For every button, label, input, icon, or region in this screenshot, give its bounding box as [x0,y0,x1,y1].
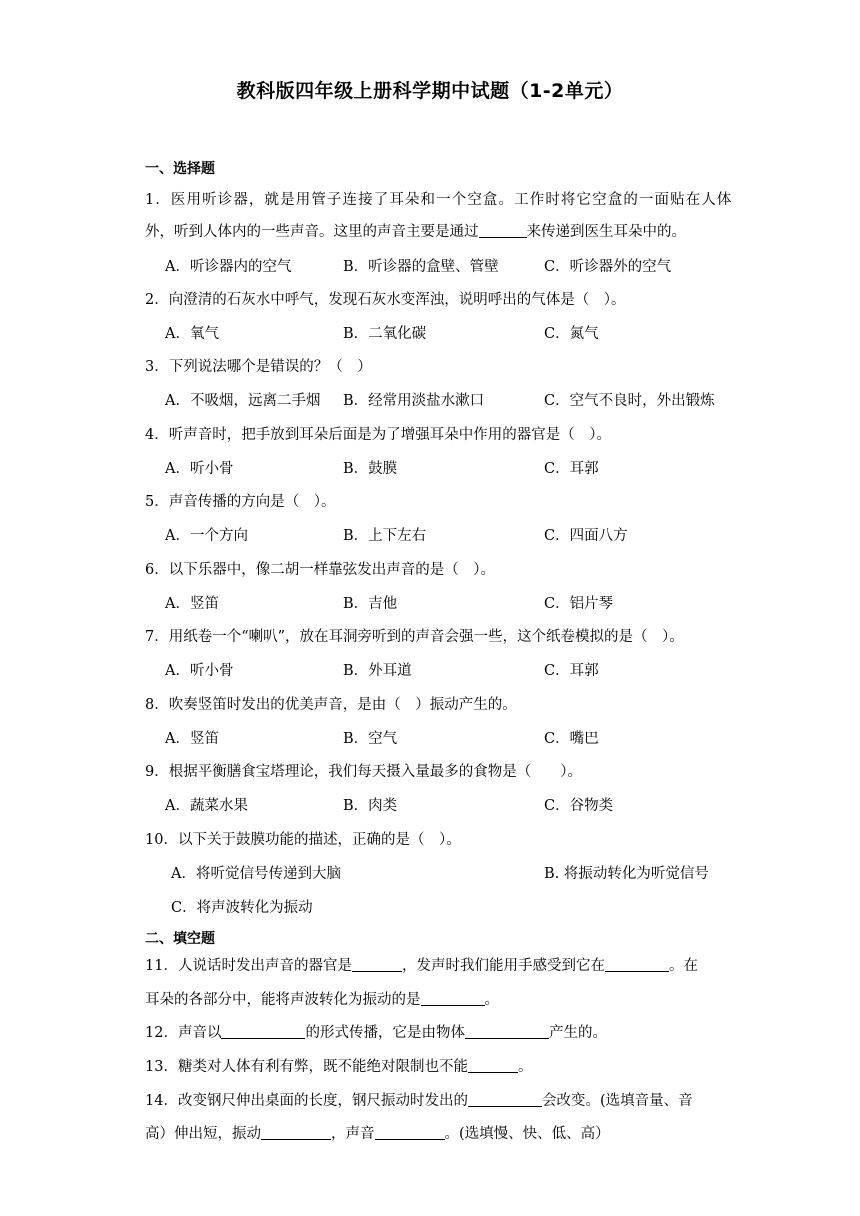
question-1-stem-line-1: 1．医用听诊器，就是用管子连接了耳朵和一个空盒。工作时将它空盒的一面贴在人体 [145,192,733,208]
answer-blank[interactable] [605,957,669,972]
question-6-option-b[interactable]: B．吉他 [343,596,398,612]
question-4-stem: 4．听声音时，把手放到耳朵后面是为了增强耳朵中作用的器官是（ ）。 [145,427,611,443]
question-12: 12．声音以 的形式传播，它是由物体 产生的。 [145,1025,607,1041]
question-6-option-a[interactable]: A．竖笛 [165,596,219,612]
question-4-option-a[interactable]: A．听小骨 [165,461,234,477]
question-8-option-a[interactable]: A．竖笛 [165,731,219,747]
answer-blank[interactable] [468,1092,542,1107]
question-3-option-c[interactable]: C．空气不良时，外出锻炼 [544,393,715,409]
question-10-option-a[interactable]: A．将听觉信号传递到大脑 [171,866,341,882]
question-8-stem: 8．吹奏竖笛时发出的优美声音，是由（ ）振动产生的。 [145,697,517,713]
question-4-option-c[interactable]: C．耳郭 [544,461,599,477]
question-9-option-b[interactable]: B．肉类 [343,798,398,814]
answer-blank[interactable] [261,1125,331,1140]
question-10-option-b[interactable]: B. 将振动转化为听觉信号 [544,866,709,882]
question-3-option-a[interactable]: A．不吸烟，远离二手烟 [165,393,321,409]
answer-blank[interactable] [352,957,402,972]
question-7-option-c[interactable]: C．耳郭 [544,663,599,679]
question-7-stem: 7．用纸卷一个“喇叭”，放在耳洞旁听到的声音会强一些，这个纸卷模拟的是（ ）。 [145,629,684,645]
question-11-line-1: 11．人说话时发出声音的器官是 ，发声时我们能用手感受到它在 。在 [145,958,698,974]
question-2-stem: 2．向澄清的石灰水中呼气，发现石灰水变浑浊，说明呼出的气体是（ ）。 [145,292,626,308]
question-1-option-b[interactable]: B．听诊器的盒壁、管壁 [343,259,499,275]
question-7-option-b[interactable]: B．外耳道 [343,663,412,679]
question-5-option-c[interactable]: C．四面八方 [544,528,628,544]
question-8-option-c[interactable]: C．嘴巴 [544,731,599,747]
question-1-stem-line-2: 外，听到人体内的一些声音。这里的声音主要是通过 来传递到医生耳朵中的。 [145,224,686,240]
question-10-stem: 10．以下关于鼓膜功能的描述，正确的是（ ）。 [145,832,461,848]
question-5-stem: 5．声音传播的方向是（ ）。 [145,494,336,510]
question-9-option-c[interactable]: C．谷物类 [544,798,614,814]
question-10-option-c[interactable]: C．将声波转化为振动 [171,900,313,916]
question-11-line-2: 耳朵的各部分中，能将声波转化为振动的是 。 [145,992,499,1008]
section-heading-fill: 二、填空题 [145,931,215,947]
section-heading-choice: 一、选择题 [145,161,215,177]
question-9-stem: 9．根据平衡膳食宝塔理论，我们每天摄入量最多的食物是（ ）。 [145,764,582,780]
question-2-option-a[interactable]: A．氧气 [165,326,219,342]
question-2-option-c[interactable]: C．氮气 [544,326,599,342]
answer-blank[interactable] [468,1058,518,1073]
question-14-line-1: 14．改变钢尺伸出桌面的长度，钢尺振动时发出的 会改变。(选填音量、音 [145,1093,693,1109]
question-3-stem: 3．下列说法哪个是错误的？（ ） [145,359,372,375]
question-6-stem: 6．以下乐器中，像二胡一样靠弦发出声音的是（ ）。 [145,562,495,578]
question-9-option-a[interactable]: A．蔬菜水果 [165,798,248,814]
question-3-option-b[interactable]: B．经常用淡盐水漱口 [343,393,485,409]
question-5-option-a[interactable]: A．一个方向 [165,528,248,544]
question-1-option-c[interactable]: C．听诊器外的空气 [544,259,672,275]
question-8-option-b[interactable]: B．空气 [343,731,398,747]
question-5-option-b[interactable]: B．上下左右 [343,528,427,544]
answer-blank[interactable] [421,991,485,1006]
question-13: 13．糖类对人体有利有弊，既不能绝对限制也不能 。 [145,1059,533,1075]
question-7-option-a[interactable]: A．听小骨 [165,663,234,679]
question-1-option-a[interactable]: A．听诊器内的空气 [165,259,292,275]
question-14-line-2: 高）伸出短，振动 ，声音 。(选填慢、快、低、高） [145,1126,610,1142]
answer-blank[interactable] [479,223,527,238]
answer-blank[interactable] [465,1024,549,1039]
page-title: 教科版四年级上册科学期中试题（1-2单元） [236,80,624,102]
question-2-option-b[interactable]: B．二氧化碳 [343,326,427,342]
answer-blank[interactable] [375,1125,445,1140]
answer-blank[interactable] [221,1024,305,1039]
question-6-option-c[interactable]: C．铝片琴 [544,596,614,612]
question-4-option-b[interactable]: B．鼓膜 [343,461,398,477]
